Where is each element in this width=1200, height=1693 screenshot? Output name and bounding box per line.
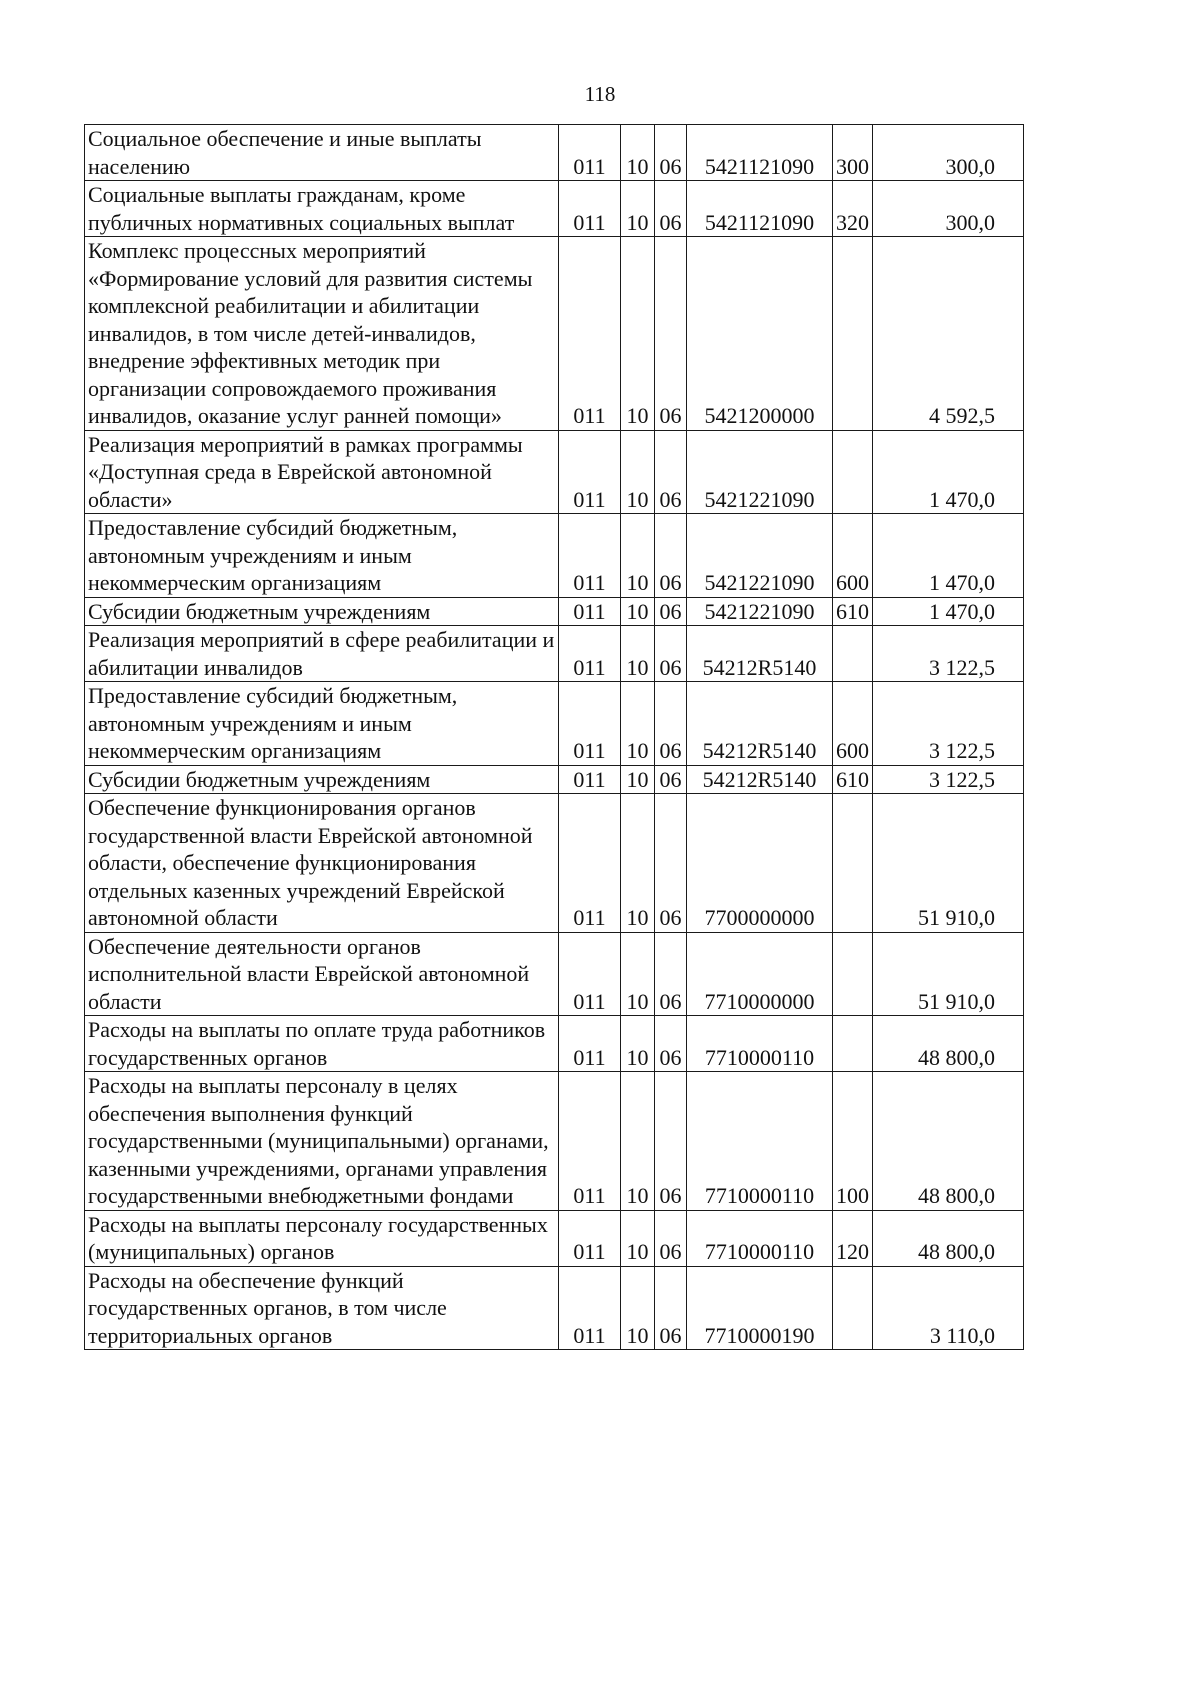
row-section-cell: 10 [621, 765, 655, 794]
row-section-cell: 10 [621, 1016, 655, 1072]
row-section-cell: 10 [621, 514, 655, 598]
row-name-cell: Предоставление субсидий бюджетным, автономным учреждениям и иным некоммерческим организациям [85, 682, 559, 766]
row-grbs-cell: 011 [559, 932, 621, 1016]
row-amount-cell: 300,0 [873, 125, 1024, 181]
row-grbs-cell: 011 [559, 682, 621, 766]
row-section-cell: 10 [621, 597, 655, 626]
row-name-cell: Субсидии бюджетным учреждениям [85, 597, 559, 626]
row-target-article-cell: 54212R5140 [687, 682, 833, 766]
row-amount-cell: 3 122,5 [873, 626, 1024, 682]
table-row [85, 626, 1024, 682]
table-row [85, 597, 1024, 626]
row-subsection-cell: 06 [655, 682, 687, 766]
row-amount-cell: 51 910,0 [873, 794, 1024, 933]
row-target-article-cell: 7710000000 [687, 932, 833, 1016]
row-name-cell: Комплекс процессных мероприятий «Формирование условий для развития системы комплексной реабилитации и абилитации инвалидов, в том числе детей-инвалидов, внедрение эффективных методик при организации сопровождаемого проживания инвалидов, оказание услуг ранней помощи» [85, 237, 559, 431]
row-name-cell: Социальные выплаты гражданам, кроме публичных нормативных социальных выплат [85, 181, 559, 237]
row-grbs-cell: 011 [559, 181, 621, 237]
row-section-cell: 10 [621, 430, 655, 514]
row-target-article-cell: 7710000110 [687, 1016, 833, 1072]
row-amount-cell: 51 910,0 [873, 932, 1024, 1016]
row-grbs-cell: 011 [559, 125, 621, 181]
row-target-article-cell: 7710000110 [687, 1072, 833, 1211]
row-amount-cell: 48 800,0 [873, 1016, 1024, 1072]
row-name-cell: Реализация мероприятий в сфере реабилитации и абилитации инвалидов [85, 626, 559, 682]
row-subsection-cell: 06 [655, 514, 687, 598]
row-grbs-cell: 011 [559, 1266, 621, 1350]
row-grbs-cell: 011 [559, 430, 621, 514]
row-expense-type-cell [833, 794, 873, 933]
row-name-cell: Обеспечение функционирования органов государственной власти Еврейской автономной области, обеспечение функционирования отдельных казенных учреждений Еврейской автономной области [85, 794, 559, 933]
row-grbs-cell: 011 [559, 626, 621, 682]
row-expense-type-cell: 320 [833, 181, 873, 237]
table-row [85, 430, 1024, 514]
row-section-cell: 10 [621, 794, 655, 933]
row-grbs-cell: 011 [559, 1016, 621, 1072]
row-name-cell: Расходы на выплаты по оплате труда работников государственных органов [85, 1016, 559, 1072]
table-row [85, 765, 1024, 794]
row-subsection-cell: 06 [655, 1016, 687, 1072]
row-expense-type-cell [833, 430, 873, 514]
table-row [85, 181, 1024, 237]
row-expense-type-cell [833, 237, 873, 431]
row-expense-type-cell [833, 1266, 873, 1350]
row-target-article-cell: 5421121090 [687, 181, 833, 237]
row-expense-type-cell: 610 [833, 597, 873, 626]
row-grbs-cell: 011 [559, 514, 621, 598]
row-section-cell: 10 [621, 932, 655, 1016]
row-target-article-cell: 5421221090 [687, 514, 833, 598]
row-name-cell: Субсидии бюджетным учреждениям [85, 765, 559, 794]
table-row [85, 1210, 1024, 1266]
row-name-cell: Расходы на выплаты персоналу государственных (муниципальных) органов [85, 1210, 559, 1266]
table-row [85, 682, 1024, 766]
row-target-article-cell: 54212R5140 [687, 765, 833, 794]
row-expense-type-cell: 600 [833, 514, 873, 598]
row-target-article-cell: 5421221090 [687, 430, 833, 514]
row-amount-cell: 3 110,0 [873, 1266, 1024, 1350]
row-subsection-cell: 06 [655, 626, 687, 682]
row-target-article-cell: 5421200000 [687, 237, 833, 431]
table-row [85, 932, 1024, 1016]
row-grbs-cell: 011 [559, 765, 621, 794]
row-subsection-cell: 06 [655, 1266, 687, 1350]
row-amount-cell: 48 800,0 [873, 1072, 1024, 1211]
row-subsection-cell: 06 [655, 597, 687, 626]
row-amount-cell: 48 800,0 [873, 1210, 1024, 1266]
row-subsection-cell: 06 [655, 181, 687, 237]
table-row [85, 125, 1024, 181]
row-target-article-cell: 5421221090 [687, 597, 833, 626]
row-amount-cell: 3 122,5 [873, 682, 1024, 766]
row-section-cell: 10 [621, 682, 655, 766]
table-row [85, 1266, 1024, 1350]
row-expense-type-cell [833, 932, 873, 1016]
row-expense-type-cell: 100 [833, 1072, 873, 1211]
table-row [85, 237, 1024, 431]
row-section-cell: 10 [621, 181, 655, 237]
row-name-cell: Предоставление субсидий бюджетным, автономным учреждениям и иным некоммерческим организациям [85, 514, 559, 598]
row-subsection-cell: 06 [655, 932, 687, 1016]
row-target-article-cell: 7700000000 [687, 794, 833, 933]
budget-table [84, 124, 1024, 1350]
row-subsection-cell: 06 [655, 1072, 687, 1211]
row-section-cell: 10 [621, 1210, 655, 1266]
row-expense-type-cell [833, 626, 873, 682]
row-amount-cell: 300,0 [873, 181, 1024, 237]
row-grbs-cell: 011 [559, 597, 621, 626]
table-row [85, 1072, 1024, 1211]
table-row [85, 514, 1024, 598]
row-subsection-cell: 06 [655, 237, 687, 431]
row-amount-cell: 1 470,0 [873, 514, 1024, 598]
row-subsection-cell: 06 [655, 125, 687, 181]
row-name-cell: Расходы на выплаты персоналу в целях обеспечения выполнения функций государственными (муниципальными) органами, казенными учреждениями, органами управления государственными внебюджетными фондами [85, 1072, 559, 1211]
row-grbs-cell: 011 [559, 237, 621, 431]
row-section-cell: 10 [621, 1266, 655, 1350]
row-subsection-cell: 06 [655, 430, 687, 514]
row-expense-type-cell: 610 [833, 765, 873, 794]
row-grbs-cell: 011 [559, 1072, 621, 1211]
row-section-cell: 10 [621, 1072, 655, 1211]
row-subsection-cell: 06 [655, 1210, 687, 1266]
row-target-article-cell: 7710000190 [687, 1266, 833, 1350]
row-amount-cell: 4 592,5 [873, 237, 1024, 431]
row-expense-type-cell: 120 [833, 1210, 873, 1266]
row-section-cell: 10 [621, 626, 655, 682]
row-name-cell: Реализация мероприятий в рамках программы «Доступная среда в Еврейской автономной области» [85, 430, 559, 514]
row-amount-cell: 1 470,0 [873, 597, 1024, 626]
row-section-cell: 10 [621, 125, 655, 181]
row-subsection-cell: 06 [655, 765, 687, 794]
table-row [85, 794, 1024, 933]
row-expense-type-cell: 600 [833, 682, 873, 766]
page-number: 118 [584, 82, 616, 106]
row-target-article-cell: 7710000110 [687, 1210, 833, 1266]
row-target-article-cell: 5421121090 [687, 125, 833, 181]
row-name-cell: Социальное обеспечение и иные выплаты населению [85, 125, 559, 181]
row-expense-type-cell: 300 [833, 125, 873, 181]
row-target-article-cell: 54212R5140 [687, 626, 833, 682]
row-subsection-cell: 06 [655, 794, 687, 933]
table-row [85, 1016, 1024, 1072]
row-expense-type-cell [833, 1016, 873, 1072]
row-amount-cell: 3 122,5 [873, 765, 1024, 794]
row-grbs-cell: 011 [559, 794, 621, 933]
row-section-cell: 10 [621, 237, 655, 431]
row-name-cell: Расходы на обеспечение функций государственных органов, в том числе территориальных органов [85, 1266, 559, 1350]
row-amount-cell: 1 470,0 [873, 430, 1024, 514]
row-grbs-cell: 011 [559, 1210, 621, 1266]
row-name-cell: Обеспечение деятельности органов исполнительной власти Еврейской автономной области [85, 932, 559, 1016]
budget-table-body [85, 125, 1024, 1350]
